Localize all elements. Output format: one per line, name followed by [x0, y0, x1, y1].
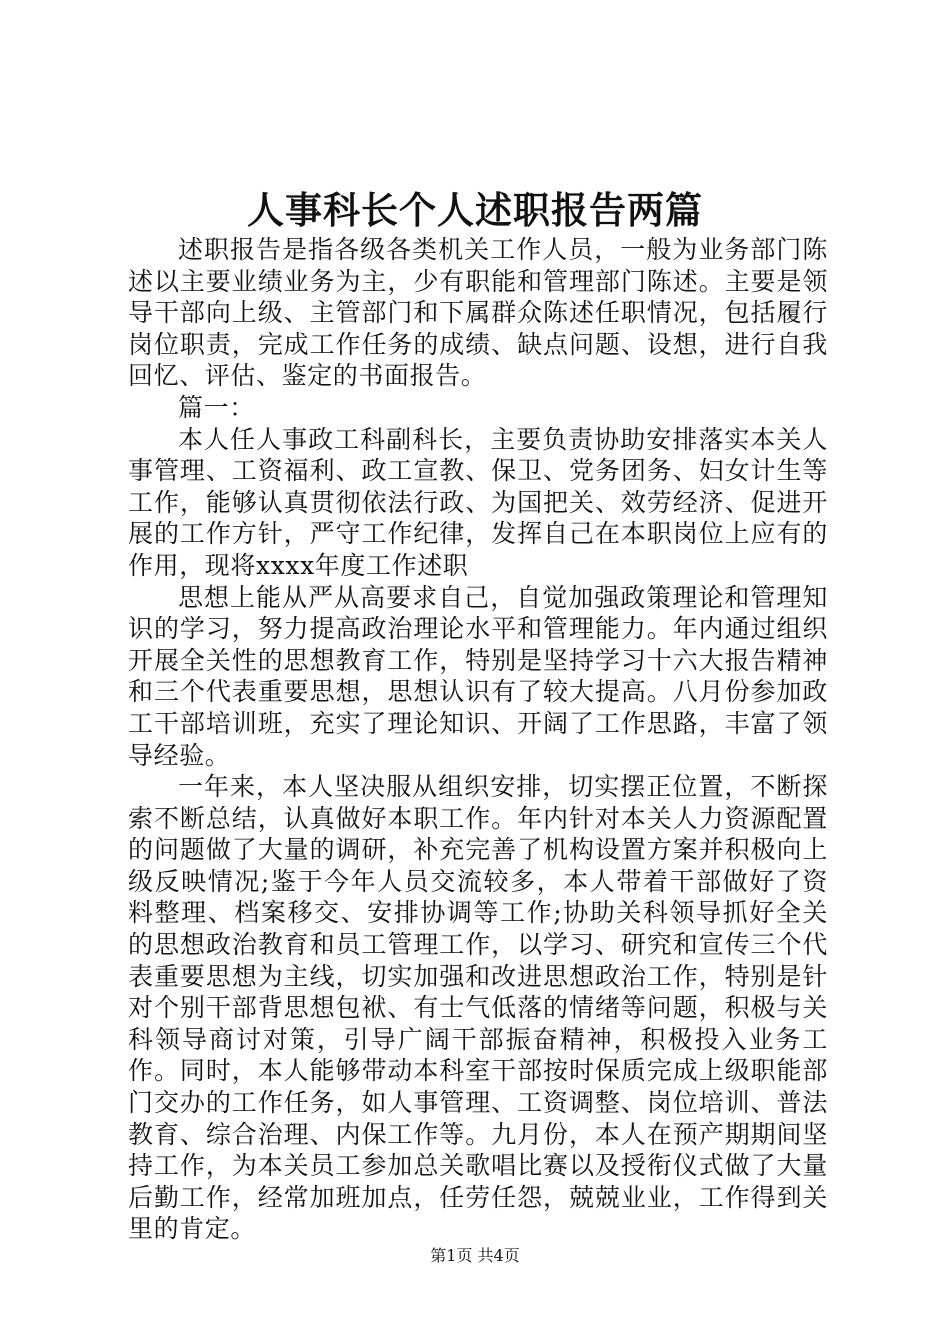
- paragraph-work: 一年来，本人坚决服从组织安排，切实摆正位置，不断探索不断总结，认真做好本职工作。年内针对本关人力资源配置的问题做了大量的调研，补充完善了机构设置方案并积极向上级反映情况;鉴于今年人员交流较多，本人带着干部做好了资料整理、档案移交、安排协调等工作;协助关科领导抓好全关的思想政治教育和员工管理工作，以学习、研究和宣传三个代表重要思想为主线，切实加强和改进思想政治工作，特别是针对个别干部背思想包袱、有士气低落的情绪等问题，积极与关科领导商讨对策，引导广阔干部振奋精神，积极投入业务工作。同时，本人能够带动本科室干部按时保质完成上级职能部门交办的工作任务，如人事管理、工资调整、岗位培训、普法教育、综合治理、内保工作等。九月份，本人在预产期期间坚持工作，为本关员工参加总关歌唱比赛以及授衔仪式做了大量后勤工作，经常加班加点，任劳任怨，兢兢业业，工作得到关里的肯定。: [128, 772, 828, 1244]
- page-footer: 第1页 共4页: [430, 1246, 520, 1265]
- paragraph-section-heading: 篇一：: [178, 392, 255, 422]
- paragraph-thinking: 思想上能从严从高要求自己，自觉加强政策理论和管理知识的学习，努力提高政治理论水平和管理能力。年内通过组织开展全关性的思想教育工作，特别是坚持学习十六大报告精神和三个代表重要思想，思想认识有了较大提高。八月份参加政工干部培训班，充实了理论知识、开阔了工作思路，丰富了领导经验。: [128, 582, 828, 770]
- document-body: [128, 234, 828, 1245]
- paragraph-role: 本人任人事政工科副科长，主要负责协助安排落实本关人事管理、工资福利、政工宣教、保卫、党务团务、妇女计生等工作，能够认真贯彻依法行政、为国把关、效劳经济、促进开展的工作方针，严守工作纪律，发挥自己在本职岗位上应有的作用，现将xxxx年度工作述职: [128, 424, 828, 580]
- document-title: 人事科长个人述职报告两篇: [247, 188, 703, 232]
- paragraph-intro: 述职报告是指各级各类机关工作人员，一般为业务部门陈述以主要业绩业务为主，少有职能和管理部门陈述。主要是领导干部向上级、主管部门和下属群众陈述任职情况，包括履行岗位职责，完成工作任务的成绩、缺点问题、设想，进行自我回忆、评估、鉴定的书面报告。: [128, 235, 828, 391]
